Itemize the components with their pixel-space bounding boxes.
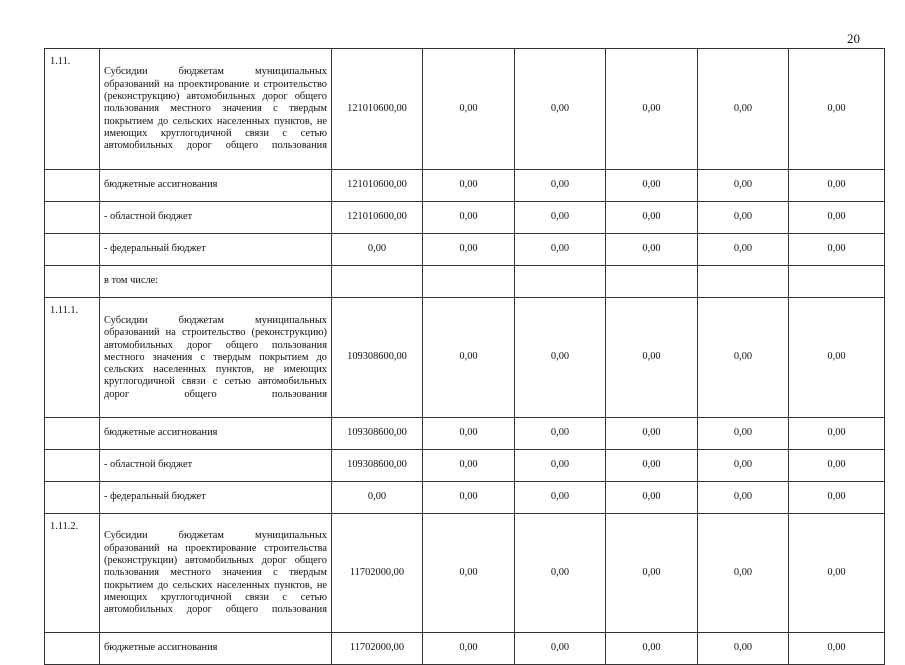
table-row (45, 298, 885, 418)
table-body (45, 49, 885, 665)
row-code-cell (45, 482, 100, 514)
row-value-cell: 0,00 (789, 170, 885, 202)
row-value-cell: 0,00 (789, 202, 885, 234)
row-value-cell (698, 266, 789, 298)
table-row (45, 450, 885, 482)
row-value-cell: 0,00 (789, 234, 885, 266)
row-description-cell: Субсидии бюджетам муниципальных образований на проектирование и строительство (реконструкцию) автомобильных дорог общего пользования местного значения с твердым покрытием до сельских населенных пунктов, не имеющих круглогодичной связи с сетью автомобильных дорог общего пользования (100, 49, 332, 170)
table-row (45, 633, 885, 665)
row-description-cell: бюджетные ассигнования (100, 170, 332, 202)
row-value-cell (515, 266, 606, 298)
row-value-cell: 121010600,00 (332, 49, 423, 170)
row-value-cell: 0,00 (698, 514, 789, 633)
row-description-cell: - областной бюджет (100, 202, 332, 234)
row-value-cell (423, 266, 515, 298)
table-row (45, 170, 885, 202)
row-code-cell (45, 450, 100, 482)
row-value-cell: 121010600,00 (332, 170, 423, 202)
row-code-cell (45, 633, 100, 665)
row-value-cell: 0,00 (789, 298, 885, 418)
row-value-cell: 0,00 (606, 202, 698, 234)
row-value-cell: 0,00 (515, 482, 606, 514)
row-value-cell: 0,00 (606, 418, 698, 450)
table-row (45, 514, 885, 633)
row-value-cell: 0,00 (515, 49, 606, 170)
row-value-cell: 0,00 (423, 234, 515, 266)
row-value-cell: 11702000,00 (332, 633, 423, 665)
row-value-cell: 109308600,00 (332, 298, 423, 418)
row-description-cell: в том числе: (100, 266, 332, 298)
row-value-cell: 0,00 (423, 482, 515, 514)
row-value-cell: 0,00 (423, 170, 515, 202)
row-value-cell: 0,00 (606, 298, 698, 418)
row-value-cell: 0,00 (515, 298, 606, 418)
row-value-cell: 0,00 (606, 482, 698, 514)
row-code-cell (45, 234, 100, 266)
row-value-cell: 0,00 (789, 633, 885, 665)
row-value-cell: 0,00 (698, 234, 789, 266)
row-value-cell: 0,00 (515, 170, 606, 202)
row-value-cell: 0,00 (606, 170, 698, 202)
row-value-cell: 0,00 (515, 633, 606, 665)
table-row (45, 418, 885, 450)
row-value-cell (789, 266, 885, 298)
row-value-cell: 0,00 (606, 49, 698, 170)
row-value-cell: 0,00 (606, 633, 698, 665)
row-value-cell: 0,00 (606, 234, 698, 266)
row-value-cell: 0,00 (423, 49, 515, 170)
row-code-cell (45, 418, 100, 450)
row-value-cell: 0,00 (698, 482, 789, 514)
row-value-cell: 0,00 (423, 298, 515, 418)
row-value-cell: 0,00 (423, 450, 515, 482)
row-value-cell: 0,00 (606, 450, 698, 482)
row-description-cell: - федеральный бюджет (100, 482, 332, 514)
row-code-cell (45, 202, 100, 234)
row-value-cell: 0,00 (698, 49, 789, 170)
page-number: 20 (847, 31, 860, 46)
row-value-cell: 0,00 (423, 202, 515, 234)
row-value-cell: 121010600,00 (332, 202, 423, 234)
row-value-cell: 0,00 (515, 234, 606, 266)
row-description-cell: - федеральный бюджет (100, 234, 332, 266)
row-value-cell: 0,00 (423, 633, 515, 665)
row-value-cell: 0,00 (789, 450, 885, 482)
row-description-cell: бюджетные ассигнования (100, 418, 332, 450)
row-value-cell: 109308600,00 (332, 418, 423, 450)
row-value-cell (332, 266, 423, 298)
row-value-cell: 0,00 (515, 514, 606, 633)
row-description-cell: Субсидии бюджетам муниципальных образований на проектирование строительства (реконструкции) автомобильных дорог общего пользования местного значения с твердым покрытием до сельских населенных пунктов, не имеющих круглогодичной связи с сетью автомобильных дорог общего пользования (100, 514, 332, 633)
row-value-cell: 109308600,00 (332, 450, 423, 482)
row-value-cell: 0,00 (423, 418, 515, 450)
row-value-cell (606, 266, 698, 298)
row-code-cell: 1.11.2. (45, 514, 100, 633)
row-value-cell: 11702000,00 (332, 514, 423, 633)
table-row (45, 202, 885, 234)
row-code-cell (45, 170, 100, 202)
row-value-cell: 0,00 (698, 298, 789, 418)
row-code-cell: 1.11.1. (45, 298, 100, 418)
row-value-cell: 0,00 (789, 418, 885, 450)
row-value-cell: 0,00 (698, 633, 789, 665)
row-value-cell: 0,00 (332, 234, 423, 266)
row-description-cell: Субсидии бюджетам муниципальных образований на строительство (реконструкцию) автомобильных дорог общего пользования местного значения с твердым покрытием до сельских населенных пунктов, не имеющих круглогодичной связи с сетью автомобильных дорог общего пользования (100, 298, 332, 418)
row-value-cell: 0,00 (515, 450, 606, 482)
row-value-cell: 0,00 (789, 482, 885, 514)
row-description-cell: бюджетные ассигнования (100, 633, 332, 665)
row-value-cell: 0,00 (698, 418, 789, 450)
table-row (45, 266, 885, 298)
row-value-cell: 0,00 (698, 202, 789, 234)
row-value-cell: 0,00 (789, 514, 885, 633)
row-code-cell (45, 266, 100, 298)
row-code-cell: 1.11. (45, 49, 100, 170)
row-description-cell: - областной бюджет (100, 450, 332, 482)
row-value-cell: 0,00 (515, 418, 606, 450)
row-value-cell: 0,00 (332, 482, 423, 514)
table-row (45, 482, 885, 514)
budget-table (44, 48, 885, 665)
table-row (45, 234, 885, 266)
row-value-cell: 0,00 (515, 202, 606, 234)
table-row (45, 49, 885, 170)
row-value-cell: 0,00 (698, 450, 789, 482)
row-value-cell: 0,00 (606, 514, 698, 633)
row-value-cell: 0,00 (789, 49, 885, 170)
row-value-cell: 0,00 (423, 514, 515, 633)
row-value-cell: 0,00 (698, 170, 789, 202)
